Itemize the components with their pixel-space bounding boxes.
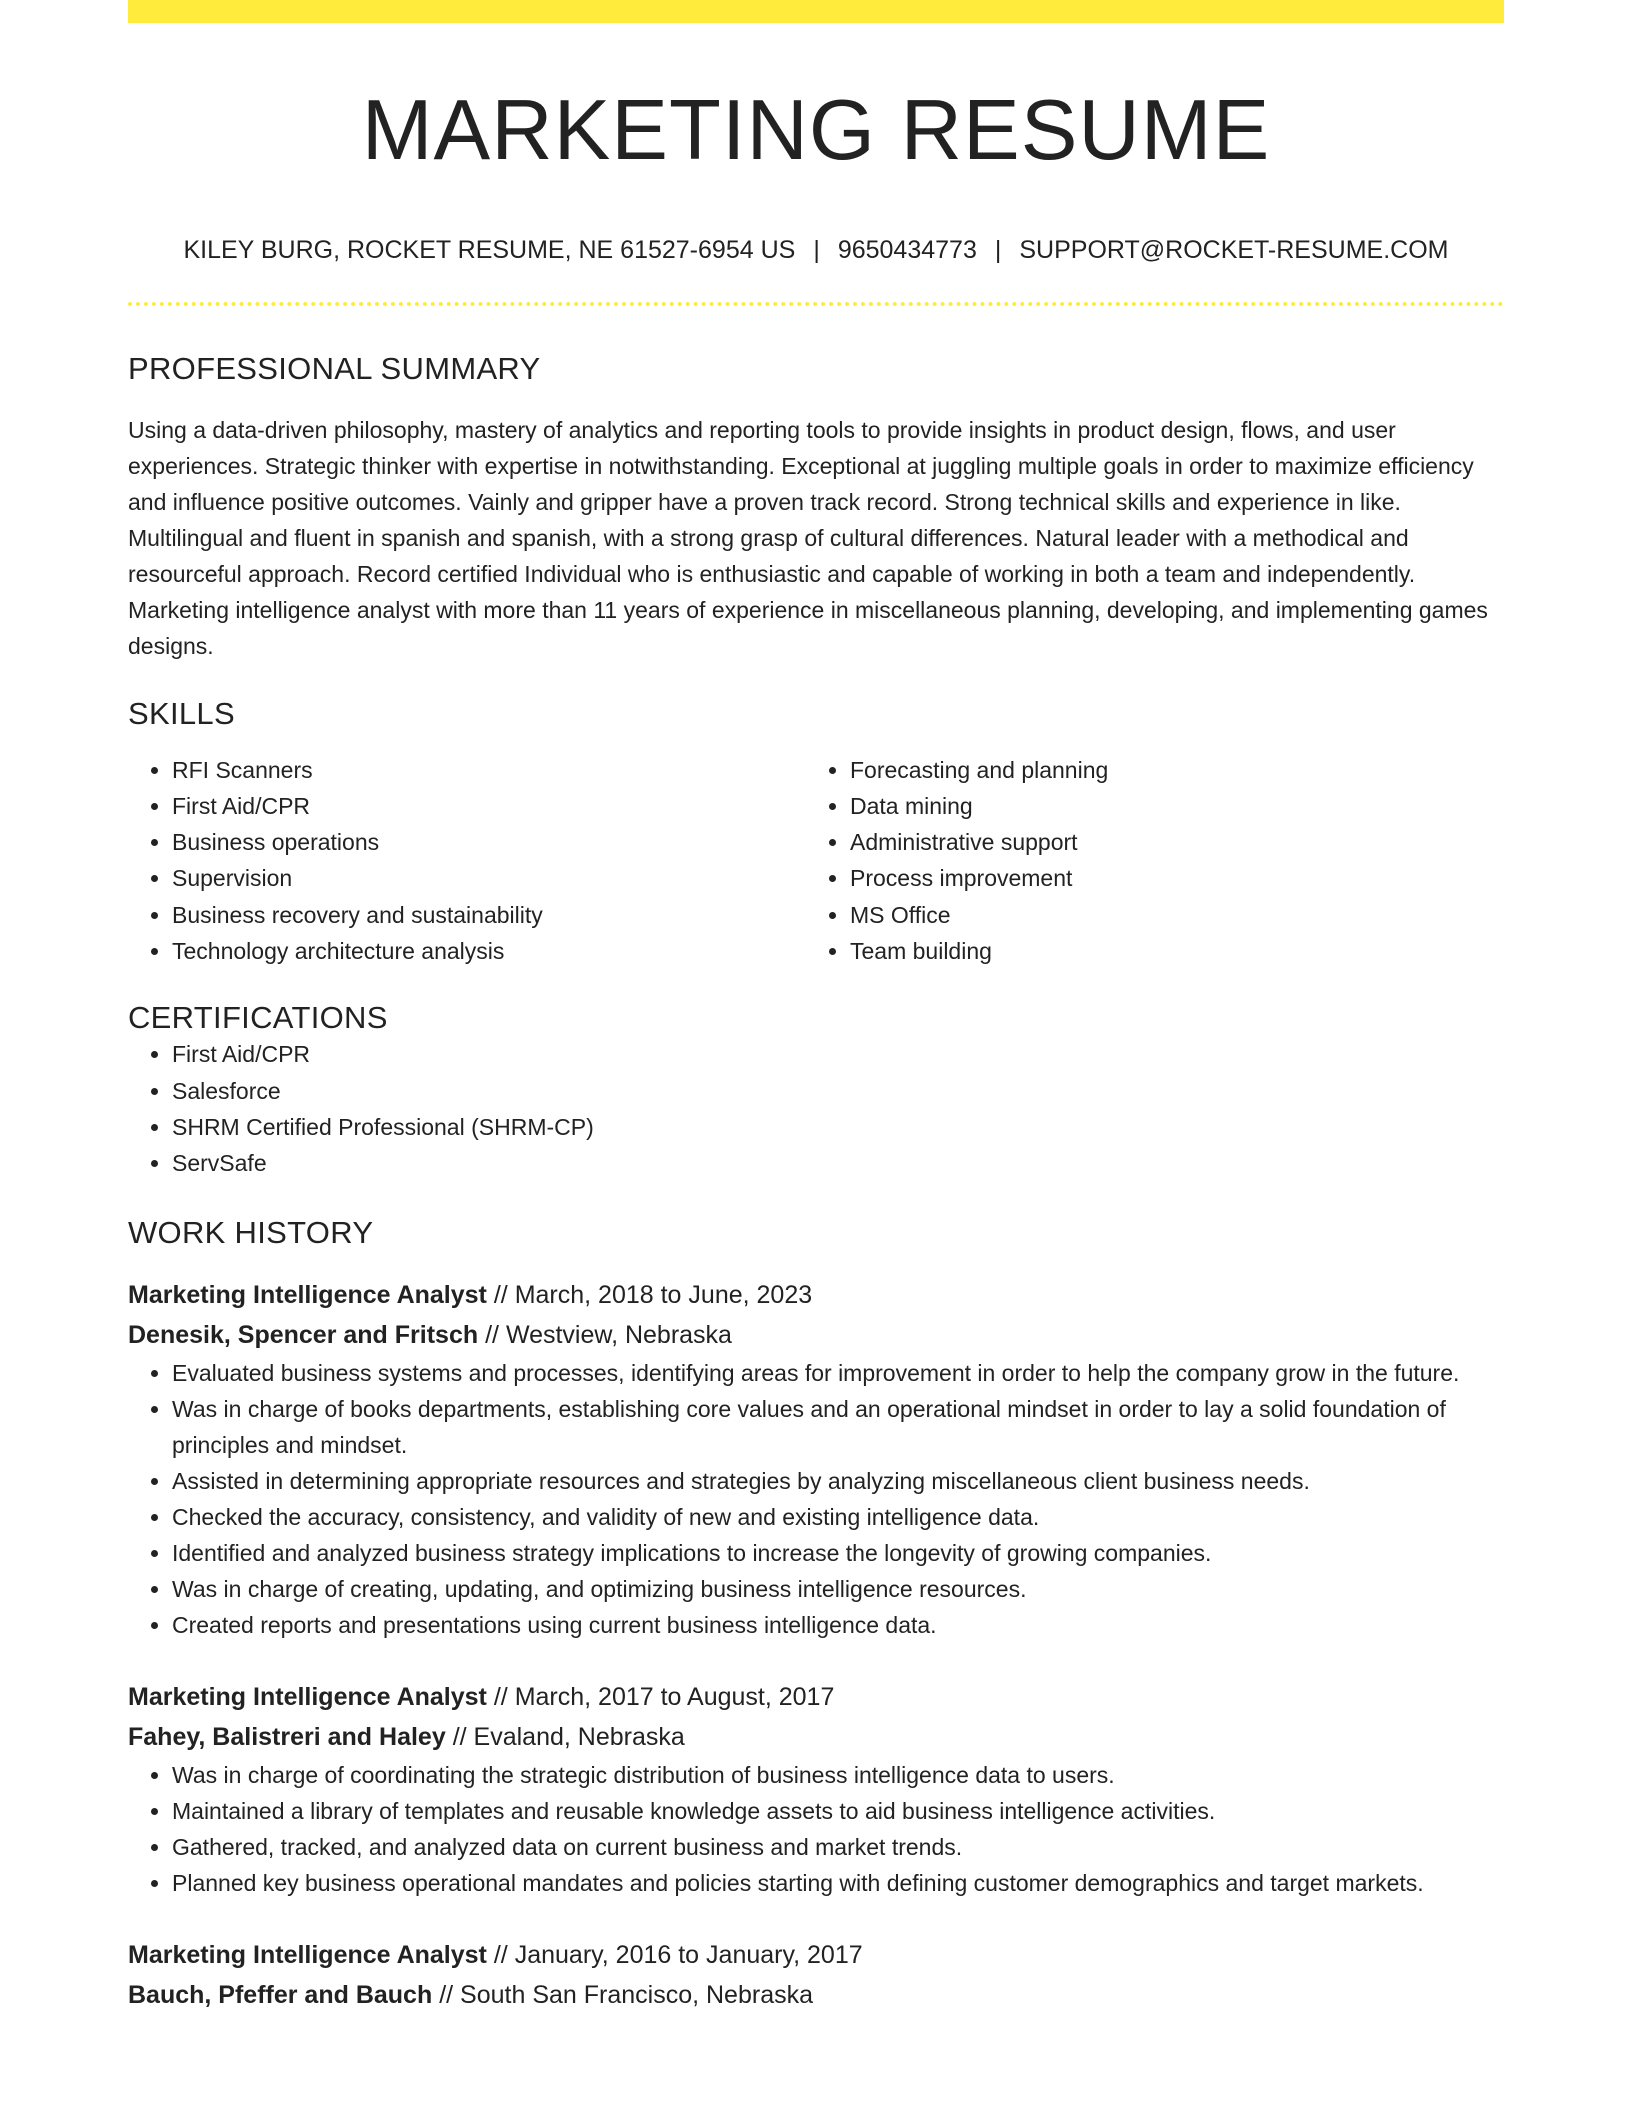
- skills-list-left: [128, 752, 806, 970]
- job-duty: • Maintained a library of templates and reusable knowledge assets to aid business intelligence activities.: [172, 1793, 1504, 1829]
- contact-line: [128, 235, 1504, 265]
- contact-separator: |: [813, 235, 820, 264]
- job-entry: [128, 1677, 1504, 1901]
- job-separator: //: [493, 1281, 508, 1310]
- skill-item: • Team building: [850, 933, 1484, 969]
- summary-heading: PROFESSIONAL SUMMARY: [128, 350, 541, 386]
- skills-column-left: [128, 752, 806, 970]
- resume-title: MARKETING RESUME: [361, 83, 1271, 178]
- job-duty: • Assisted in determining appropriate resources and strategies by analyzing miscellaneous client business needs.: [172, 1463, 1504, 1499]
- skill-item: • Process improvement: [850, 860, 1484, 896]
- job-company-line: [128, 1315, 1504, 1355]
- skills-list-right: [806, 752, 1484, 970]
- job-separator: //: [452, 1723, 467, 1752]
- skill-item: • First Aid/CPR: [172, 788, 806, 824]
- job-duty: • Identified and analyzed business strategy implications to increase the longevity of growing companies.: [172, 1535, 1504, 1571]
- skill-item: • MS Office: [850, 897, 1484, 933]
- header-divider: [128, 302, 1504, 306]
- certification-item: • Salesforce: [172, 1073, 1504, 1109]
- job-title-line: [128, 1677, 1504, 1717]
- skill-item: • Supervision: [172, 860, 806, 896]
- job-separator: //: [485, 1321, 499, 1350]
- job-entry: [128, 1935, 1504, 2015]
- job-duty: • Gathered, tracked, and analyzed data on current business and market trends.: [172, 1829, 1504, 1865]
- certification-item: • First Aid/CPR: [172, 1036, 1504, 1072]
- skill-item: • Business operations: [172, 824, 806, 860]
- job-location: Westview, Nebraska: [505, 1321, 732, 1350]
- job-dates: January, 2016 to January, 2017: [514, 1941, 863, 1970]
- skills-heading: SKILLS: [128, 695, 235, 731]
- job-title: Marketing Intelligence Analyst: [128, 1683, 487, 1712]
- skill-item: • RFI Scanners: [172, 752, 806, 788]
- job-company: Denesik, Spencer and Fritsch: [128, 1321, 479, 1350]
- skill-item: • Administrative support: [850, 824, 1484, 860]
- job-duty: • Was in charge of creating, updating, and optimizing business intelligence resources.: [172, 1571, 1504, 1607]
- job-dates: March, 2018 to June, 2023: [514, 1281, 813, 1310]
- job-duties-list: [128, 1355, 1504, 1643]
- job-duty: • Was in charge of books departments, establishing core values and an operational mindset in order to lay a solid foundation of principles and mindset.: [172, 1391, 1504, 1463]
- job-company: Bauch, Pfeffer and Bauch: [128, 1981, 433, 2010]
- job-separator: //: [439, 1981, 454, 2010]
- job-company: Fahey, Balistreri and Haley: [128, 1723, 446, 1752]
- job-title-line: [128, 1935, 1504, 1975]
- contact-address: KILEY BURG, ROCKET RESUME, NE 61527-6954 US: [183, 235, 796, 264]
- job-title-line: [128, 1275, 1504, 1315]
- job-dates: March, 2017 to August, 2017: [514, 1683, 835, 1712]
- contact-phone: 9650434773: [837, 235, 977, 264]
- job-entry: [128, 1275, 1504, 1643]
- contact-email: SUPPORT@ROCKET-RESUME.COM: [1019, 235, 1449, 264]
- certifications-heading: CERTIFICATIONS: [128, 1000, 388, 1036]
- job-duty: • Checked the accuracy, consistency, and validity of new and existing intelligence data.: [172, 1499, 1504, 1535]
- job-location: Evaland, Nebraska: [473, 1723, 685, 1752]
- job-duty: • Evaluated business systems and processes, identifying areas for improvement in order to help the company grow in the future.: [172, 1355, 1504, 1391]
- job-duty: • Planned key business operational mandates and policies starting with defining customer demographics and target markets.: [172, 1865, 1504, 1901]
- job-title: Marketing Intelligence Analyst: [128, 1941, 487, 1970]
- job-separator: //: [493, 1941, 508, 1970]
- resume-page: [128, 0, 1504, 2015]
- job-company-line: [128, 1975, 1504, 2015]
- job-duty: • Created reports and presentations using current business intelligence data.: [172, 1607, 1504, 1643]
- job-company-line: [128, 1717, 1504, 1757]
- job-duty: • Was in charge of coordinating the strategic distribution of business intelligence data to users.: [172, 1757, 1504, 1793]
- certification-item: • ServSafe: [172, 1145, 1504, 1181]
- job-duties-list: [128, 1757, 1504, 1901]
- skills-grid: [128, 752, 1504, 970]
- skills-column-right: [806, 752, 1484, 970]
- work-history-heading: WORK HISTORY: [128, 1215, 374, 1251]
- certifications-list: [128, 1036, 1504, 1181]
- job-separator: //: [493, 1683, 508, 1712]
- certification-item: • SHRM Certified Professional (SHRM-CP): [172, 1109, 1504, 1145]
- skill-item: • Business recovery and sustainability: [172, 897, 806, 933]
- contact-separator: |: [994, 235, 1002, 264]
- job-location: South San Francisco, Nebraska: [460, 1981, 814, 2010]
- skill-item: • Forecasting and planning: [850, 752, 1484, 788]
- summary-text: Using a data-driven philosophy, mastery of analytics and reporting tools to provide insights in product design, flows, and user experiences. Strategic thinker with expertise in notwithstanding. Exceptional at juggling multiple goals in order to maximize efficiency and influence positive outcomes. Vainly and gripper have a proven track record. Strong technical skills and experience in like. Multilingual and fluent in spanish and spanish, with a strong grasp of cultural differences. Natural leader with a methodical and resourceful approach. Record certified Individual who is enthusiastic and capable of working in both a team and independently. Marketing intelligence analyst with more than 11 years of experience in miscellaneous planning, developing, and implementing games designs.: [128, 416, 1488, 659]
- top-accent-bar: [128, 0, 1504, 23]
- skill-item: • Data mining: [850, 788, 1484, 824]
- skill-item: • Technology architecture analysis: [172, 933, 806, 969]
- job-title: Marketing Intelligence Analyst: [128, 1281, 487, 1310]
